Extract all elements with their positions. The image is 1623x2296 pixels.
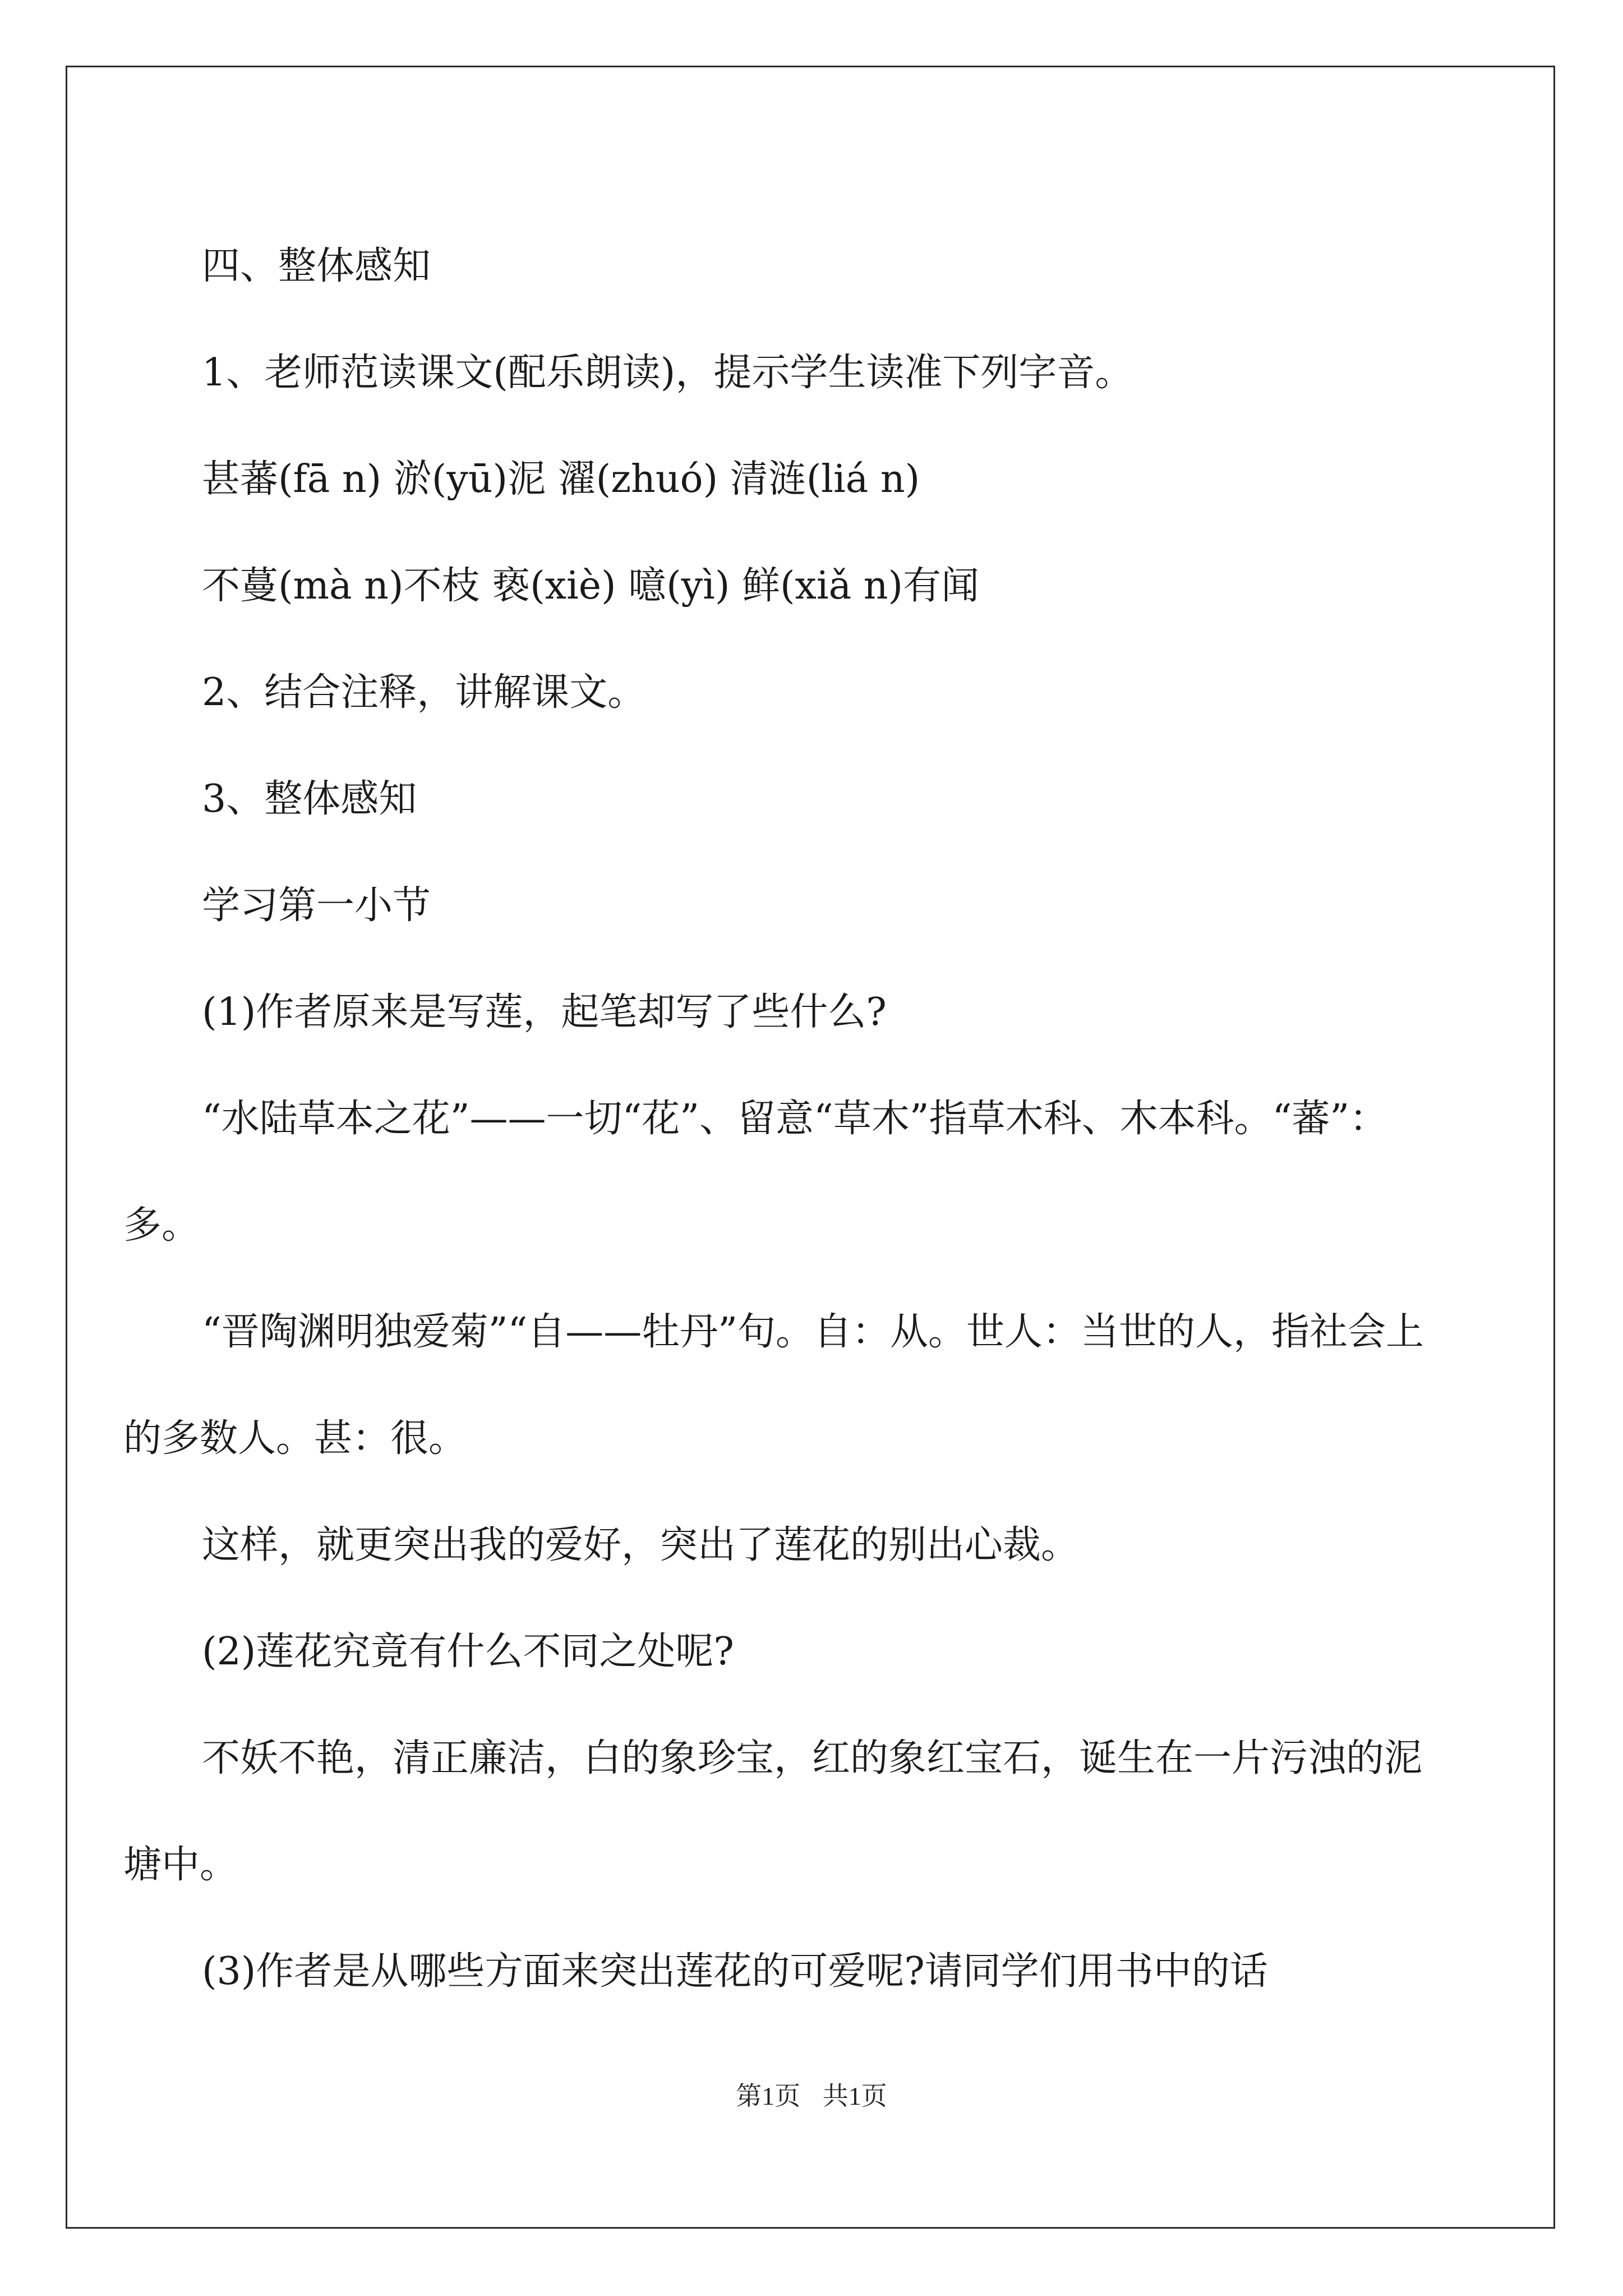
page-number: 第1页 [736, 2082, 801, 2110]
question: (2)莲花究竟有什么不同之处呢? [202, 1630, 734, 1674]
paragraph: 这样，就更突出我的爱好，突出了莲花的别出心裁。 [202, 1523, 1080, 1567]
paragraph: “晋陶渊明独爱菊”“自——牡丹”句。自：从。世人：当世的人，指社会上的多数人。甚：很。 [123, 1310, 1424, 1461]
page-total: 共1页 [822, 2082, 887, 2110]
pronunciation-line: 不蔓(mà n)不枝 亵(xiè) 噫(yì) 鲜(xiǎ n)有闻 [202, 564, 980, 608]
question: (3)作者是从哪些方面来突出莲花的可爱呢?请同学们用书中的话 [202, 1949, 1268, 1994]
page-footer [0, 2076, 1623, 2113]
section-heading: 四、整体感知 [202, 244, 431, 288]
pronunciation-line: 甚蕃(fā n) 淤(yū)泥 濯(zhuó) 清涟(liá n) [202, 457, 920, 501]
paragraph: 3、整体感知 [202, 777, 417, 821]
question: (1)作者原来是写莲，起笔却写了些什么? [202, 990, 887, 1034]
paragraph: 2、结合注释，讲解课文。 [202, 670, 646, 715]
paragraph: 1、老师范读课文(配乐朗读)，提示学生读准下列字音。 [202, 351, 1133, 395]
paragraph: “水陆草本之花”——一切“花”、留意“草木”指草木科、木本科。“蕃”：多。 [123, 1097, 1388, 1248]
paragraph: 不妖不艳，清正廉洁，白的象珍宝，红的象红宝石，诞生在一片污浊的泥塘中。 [123, 1736, 1423, 1887]
document-body [123, 213, 1436, 2025]
paragraph: 学习第一小节 [202, 884, 431, 928]
